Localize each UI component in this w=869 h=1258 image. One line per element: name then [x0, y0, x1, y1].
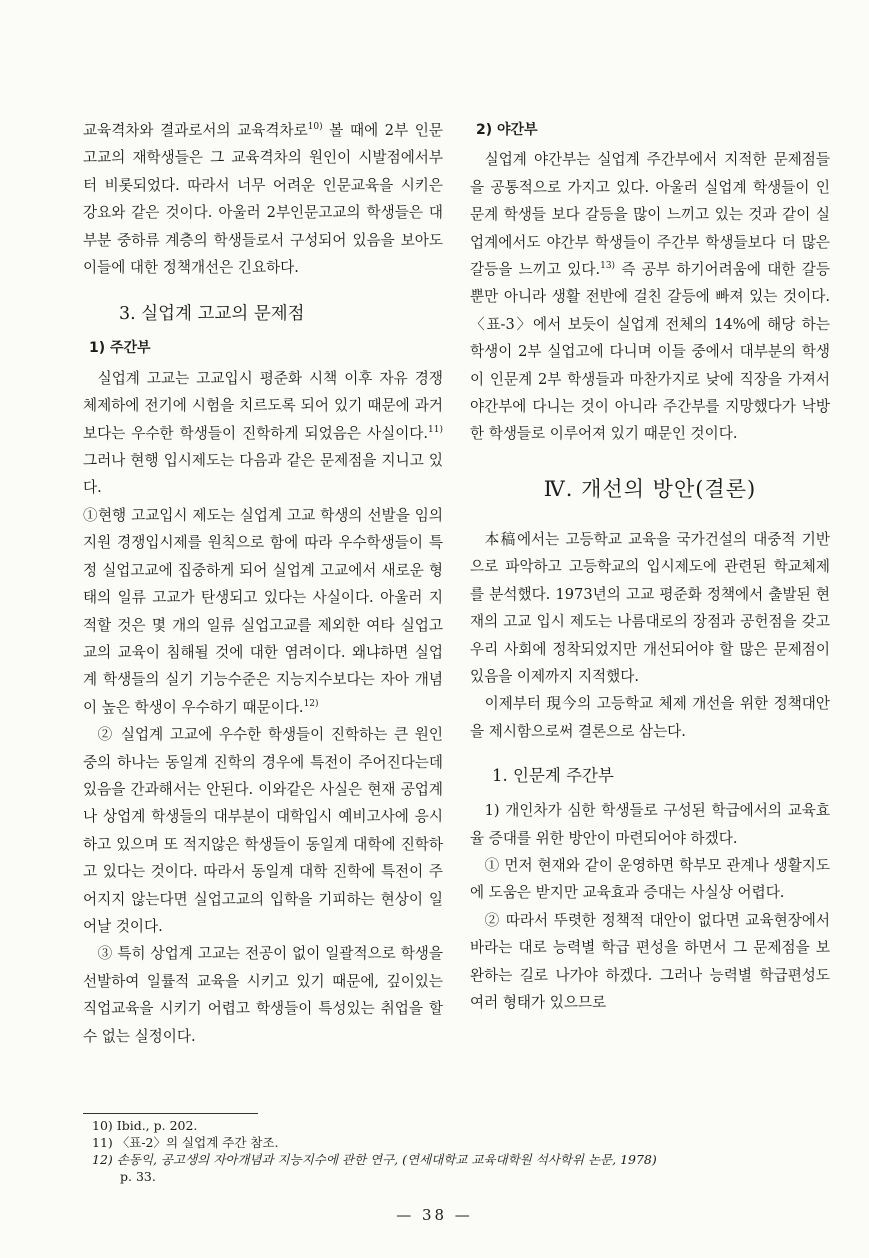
chapter-heading: Ⅳ. 개선의 방안(결론) — [543, 476, 757, 501]
text: 볼 때에 2부 인문고교의 재학생들은 그 교육격차의 원인이 시발점에서부터 비롯되었다. 따라서 너무 어려운 인문교육을 시키은 강요와 같은 것이다. 아울러 2부인문고교의 학생들은 대부분 중하류 계층의 학생들로서 구성되어 있음을 보아도 이들에 대한 정책개선은 긴요하다. — [83, 122, 443, 277]
paragraph — [83, 365, 443, 502]
left-column — [83, 117, 443, 1050]
footnote-ref: 11) — [428, 424, 443, 435]
footnote-ref: 13) — [600, 261, 616, 272]
paragraph: ② 실업계 고교에 우수한 학생들이 진학하는 큰 원인 중의 하나는 동일계 진학의 경우에 특전이 주어진다는데 있음을 간과해서는 안된다. 이와같은 사실은 현재 공업계나 상업계 학생들의 대부분이 대학입시 예비고사에 응시하고 있으며 또 적지않은 학생들이 동일계 대학에 진학하고 있다는 것이다. 따라서 동일계 대학 진학에 특전이 주어지지 않는다면 실업고교의 입학을 기피하는 현상이 일어날 것이다. — [83, 726, 443, 935]
section-heading: 3. 실업계 고교의 문제점 — [119, 304, 305, 325]
paragraph: 本稿에서는 고등학교 교육을 국가건설의 대중적 기반으로 파악하고 고등학교의 입시제도에 관련된 학교체제를 분석했다. 1973년의 고교 평준화 정책에서 출발된 현재의 고교 입시 제도는 나름대로의 장점과 공헌점을 갖고 우리 사회에 정착되었지만 개선되어야 할 많은 문제점이 있음을 이제까지 지적했다. — [470, 530, 830, 685]
subsection-heading: 1) 주간부 — [89, 340, 151, 357]
right-column — [470, 117, 830, 1016]
subsection-heading: 2) 야간부 — [476, 122, 538, 138]
footnote: 12) 손동익, 공고생의 자아개념과 지능지수에 관한 연구, (연세대학교 교육대학원 석사학위 논문, 1978) — [92, 1152, 657, 1167]
footnote-divider — [83, 1113, 258, 1114]
paragraph — [470, 146, 830, 447]
footnote-continuation: p. 33. — [120, 1169, 156, 1184]
footnotes — [92, 1117, 832, 1185]
paragraph: 1) 개인차가 심한 학생들로 구성된 학급에서의 교육효율 증대를 위한 방안이 마련되어야 하겠다. — [470, 802, 830, 847]
text: 즉 공부 하기어려움에 대한 갈등 뿐만 아니라 생활 전반에 걸친 갈등에 빠져 있는 것이다. 〈표-3〉에서 보듯이 실업계 전체의 14%에 해당 하는 학생이 2부 실업고에 다니며 이들 중에서 대부분의 학생이 인문계 2부 학생들과 마찬가지로 낮에 직장을 가져서 야간부에 다니는 것이 아니라 주간부를 지망했다가 낙방한 학생들로 이루어져 있기 때문인 것이다. — [470, 261, 830, 443]
page-number: — 38 — — [396, 1206, 473, 1224]
section-heading: 1. 인문계 주간부 — [492, 766, 614, 786]
footnote-ref: 10) — [307, 122, 323, 133]
text: 교육격차와 결과로서의 교육격차로 — [83, 122, 308, 139]
footnote: 10) Ibid., p. 202. — [92, 1118, 198, 1133]
text: 실업계 고교는 고교입시 평준화 시책 이후 자유 경쟁 체제하에 전기에 시험을 치르도록 되어 있기 때문에 과거보다는 우수한 학생들이 진학하게 되었음은 사실이다. — [83, 369, 443, 442]
text: ①현행 고교입시 제도는 실업계 고교 학생의 선발을 임의지원 경쟁입시제를 원칙으로 함에 따라 우수학생들이 특정 실업고교에 집중하게 되어 실업계 고교에서 새로운 형태의 일류 고교가 탄생되고 있다는 사실이다. 아울러 지적할 것은 몇 개의 일류 실업고교를 제외한 여타 실업고교의 교육이 침해될 것에 대한 염려이다. 왜냐하면 실업계 학생들의 실기 기능수준은 지능지수보다는 자아 개념이 높은 학생이 우수하기 때문이다. — [83, 506, 443, 716]
paragraph — [83, 117, 443, 281]
paragraph: ③ 특히 상업계 고교는 전공이 없이 일괄적으로 학생을 선발하여 일률적 교육을 시키고 있기 때문에, 깊이있는 직업교육을 시키기 어렵고 학생들이 특성있는 취업을 할 수 없는 실정이다. — [83, 945, 443, 1045]
footnote: 11) 〈표-2〉의 실업계 주간 참조. — [92, 1135, 279, 1150]
text: 그러나 현행 입시제도는 다음과 같은 문제점을 지니고 있다. — [83, 452, 443, 497]
paragraph: ② 따라서 뚜렷한 정책적 대안이 없다면 교육현장에서 바라는 대로 능력별 학급 편성을 하면서 그 문제점을 보완하는 길로 나가야 하겠다. 그러나 능력별 학급편성도 여러 형태가 있으므로 — [470, 911, 830, 1011]
paragraph: 이제부터 現今의 고등학교 체제 개선을 위한 정책대안을 제시함으로써 결론으로 삼는다. — [470, 695, 830, 740]
text: 실업계 야간부는 실업계 주간부에서 지적한 문제점들을 공통적으로 가지고 있다. 아울러 실업계 학생들이 인문계 학생들 보다 갈등을 많이 느끼고 있는 것과 같이 실업계에서도 야간부 학생들이 주간부 학생들보다 더 많은 갈등을 느끼고 있다. — [470, 151, 830, 279]
paragraph: ① 먼저 현재와 같이 운영하면 학부모 관계나 생활지도에 도움은 받지만 교육효과 증대는 사실상 어렵다. — [470, 856, 830, 902]
footnote-ref: 12) — [303, 698, 319, 709]
paragraph — [83, 502, 443, 721]
